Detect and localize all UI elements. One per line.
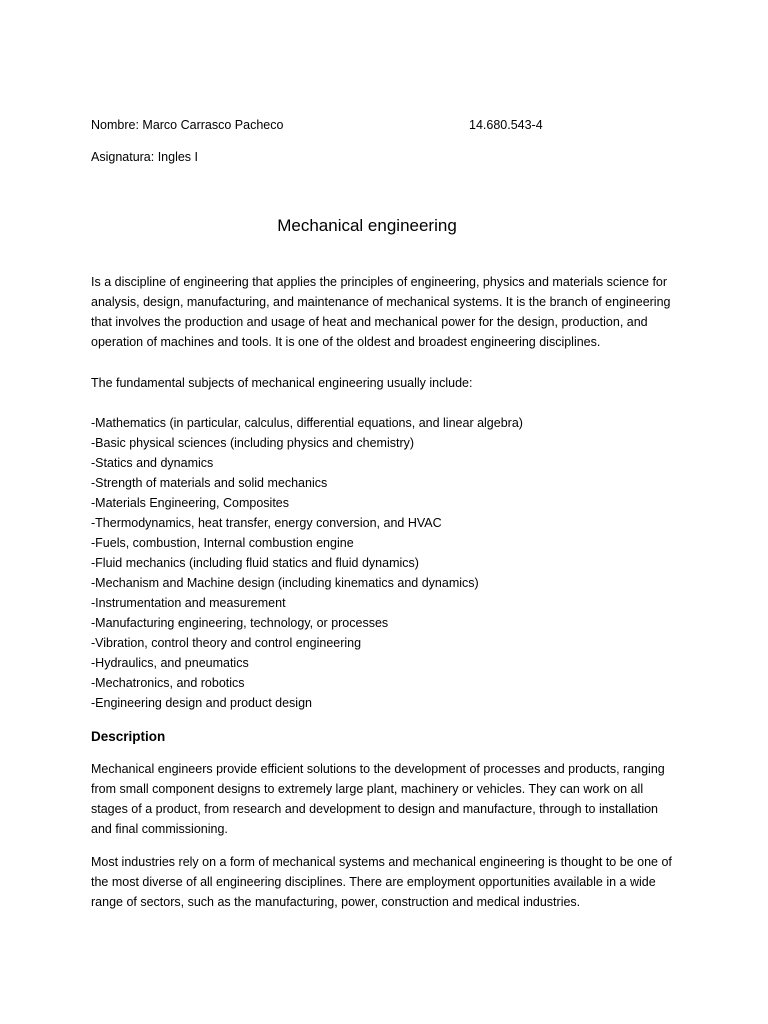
- list-item: -Fluid mechanics (including fluid statics and fluid dynamics): [91, 556, 419, 570]
- list-item: -Mechatronics, and robotics: [91, 676, 245, 690]
- list-item: -Engineering design and product design: [91, 696, 312, 710]
- student-header: [91, 115, 691, 135]
- document-title: Mechanical engineering: [277, 216, 457, 235]
- list-item: -Strength of materials and solid mechanics: [91, 476, 328, 490]
- description-heading: Description: [91, 729, 166, 744]
- subjects-intro-text: The fundamental subjects of mechanical engineering usually include:: [91, 376, 473, 390]
- list-item: -Mechanism and Machine design (including kinematics and dynamics): [91, 576, 479, 590]
- fundamental-subjects-list: [91, 413, 523, 713]
- student-name: Nombre: Marco Carrasco Pacheco: [91, 118, 284, 132]
- list-item: -Vibration, control theory and control engineering: [91, 636, 362, 650]
- course-subject: Asignatura: Ingles I: [91, 150, 199, 164]
- list-item: -Statics and dynamics: [91, 456, 214, 470]
- student-id-number: 14.680.543-4: [469, 118, 543, 132]
- list-item: -Fuels, combustion, Internal combustion engine: [91, 536, 354, 550]
- list-item: -Instrumentation and measurement: [91, 596, 286, 610]
- list-item: -Manufacturing engineering, technology, or processes: [91, 616, 389, 630]
- description-paragraph: Mechanical engineers provide efficient solutions to the development of processes and products, ranging from small component designs to extremely large plant, machinery or vehicles. They can work on all stages of a product, from research and development to design and manufacture, through to installation and final commissioning.: [91, 762, 665, 836]
- list-item: -Basic physical sciences (including physics and chemistry): [91, 436, 415, 450]
- intro-paragraph: Is a discipline of engineering that applies the principles of engineering, physics and materials science for analysis, design, manufacturing, and maintenance of mechanical systems. It is the branch of engineering that involves the production and usage of heat and mechanical power for the design, production, and operation of machines and tools. It is one of the oldest and broadest engineering disciplines.: [91, 275, 671, 349]
- list-item: -Materials Engineering, Composites: [91, 496, 290, 510]
- description-paragraph: Most industries rely on a form of mechanical systems and mechanical engineering is thought to be one of the most diverse of all engineering disciplines. There are employment opportunities available in a wide range of sectors, such as the manufacturing, power, construction and medical industries.: [91, 855, 672, 909]
- list-item: -Thermodynamics, heat transfer, energy conversion, and HVAC: [91, 516, 442, 530]
- list-item: -Mathematics (in particular, calculus, differential equations, and linear algebra): [91, 416, 523, 430]
- list-item: -Hydraulics, and pneumatics: [91, 656, 249, 670]
